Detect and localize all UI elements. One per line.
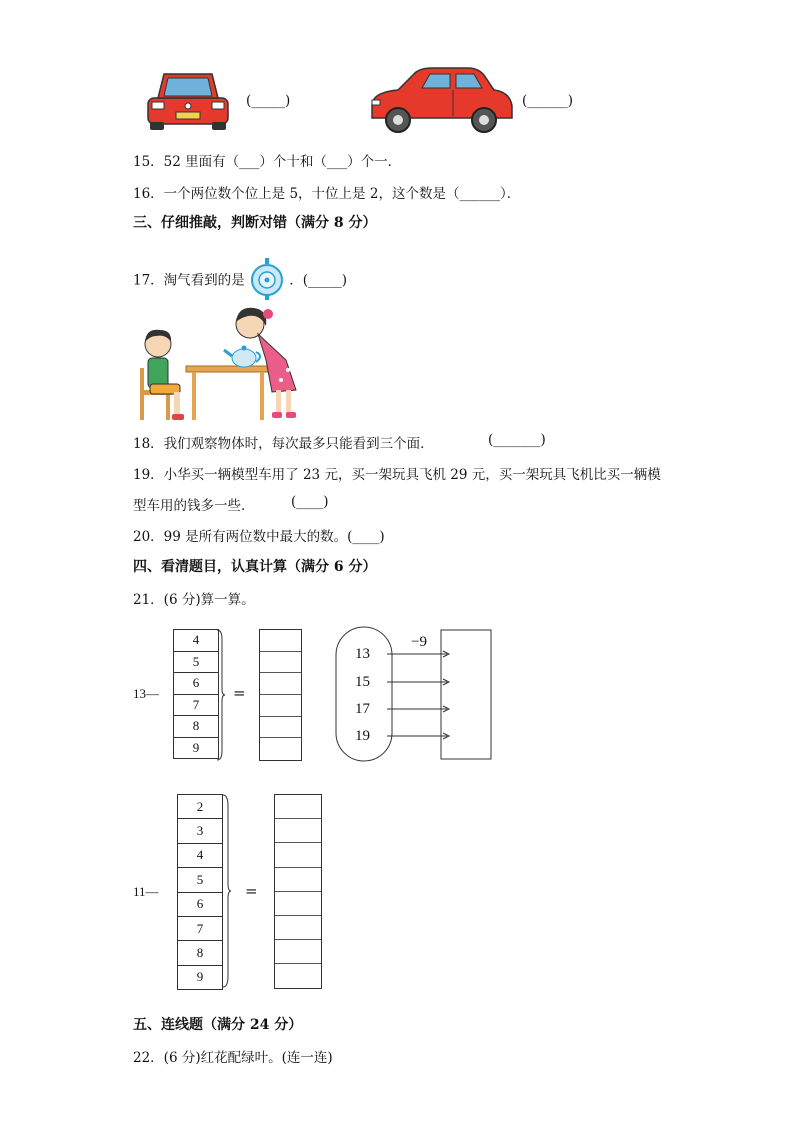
calc1-brace xyxy=(216,629,226,761)
calc2-number-cell: 8 xyxy=(178,941,223,965)
arrow-input-17: 17 xyxy=(355,701,370,717)
children-table-teapot-illustration xyxy=(136,300,304,424)
calc2-minuend: 11— xyxy=(133,884,159,899)
question-19-answer-blank[interactable]: (____) xyxy=(291,494,329,510)
calc1-answer-column[interactable] xyxy=(259,629,302,761)
calc2-answer-column[interactable] xyxy=(274,794,322,989)
question-18 xyxy=(133,432,546,452)
calc2-number-cell: 9 xyxy=(178,965,223,989)
calc1-minuend: 13— xyxy=(133,686,159,701)
calc2-number-cell: 5 xyxy=(178,868,223,892)
question-19-line-1: 19．小华买一辆模型车用了 23 元，买一架玩具飞机 29 元，买一架玩具飞机比买一辆模 xyxy=(133,467,661,483)
calc1-number-cell: 5 xyxy=(174,651,219,673)
section-4-heading: 四、看清题目，认真计算（满分 6 分） xyxy=(133,559,377,575)
car-front-answer-blank[interactable]: (_____) xyxy=(246,93,291,109)
calc2-number-cell: 6 xyxy=(178,892,223,916)
arrow-input-19: 19 xyxy=(355,728,370,744)
calc2-number-cell: 4 xyxy=(178,843,223,867)
question-17-prefix: 17．淘气看到的是 xyxy=(133,272,245,289)
question-21: 21．(6 分)算一算。 xyxy=(133,592,255,608)
question-22: 22．(6 分)红花配绿叶。(连一连) xyxy=(133,1050,333,1066)
question-19-line-2 xyxy=(133,494,329,514)
calc2-number-cell: 3 xyxy=(178,819,223,843)
car-side-image xyxy=(368,66,514,136)
arrow-input-15: 15 xyxy=(355,674,370,690)
car-side-answer-blank[interactable]: (______) xyxy=(522,93,574,109)
calc1-number-cell: 6 xyxy=(174,673,219,695)
calc1-equals: = xyxy=(233,684,246,702)
calc2-equals: = xyxy=(245,882,258,900)
calc1-subtrahend-column xyxy=(173,629,219,759)
calc1-number-cell: 4 xyxy=(174,630,219,652)
question-16: 16．一个两位数个位上是 5，十位上是 2，这个数是（______）． xyxy=(133,186,521,202)
arrow-operation-label: −9 xyxy=(411,634,427,650)
question-18-answer-blank[interactable]: (_______) xyxy=(488,432,546,448)
calc2-number-cell: 2 xyxy=(178,795,223,819)
question-17 xyxy=(133,260,347,302)
arrow-input-13: 13 xyxy=(355,646,370,662)
calc2-number-cell: 7 xyxy=(178,916,223,940)
teapot-top-view-icon xyxy=(249,258,285,300)
question-17-answer-blank[interactable]: ．(_____) xyxy=(289,272,348,289)
car-front-image xyxy=(142,68,234,132)
section-3-heading: 三、仔细推敲，判断对错（满分 8 分） xyxy=(133,215,377,231)
calc1-number-cell: 8 xyxy=(174,716,219,738)
section-5-heading: 五、连线题（满分 24 分） xyxy=(133,1017,303,1033)
question-18-text: 18．我们观察物体时，每次最多只能看到三个面． xyxy=(133,436,434,452)
calc2-subtrahend-column xyxy=(177,794,223,990)
calc1-number-cell: 9 xyxy=(174,737,219,759)
question-19-text: 型车用的钱多一些． xyxy=(133,498,255,514)
question-15: 15．52 里面有（___）个十和（___）个一． xyxy=(133,154,402,170)
calc2-brace xyxy=(222,794,232,988)
arrow-machine xyxy=(335,626,495,764)
calc1-number-cell: 7 xyxy=(174,694,219,716)
question-20: 20．99 是所有两位数中最大的数。(____) xyxy=(133,529,385,545)
